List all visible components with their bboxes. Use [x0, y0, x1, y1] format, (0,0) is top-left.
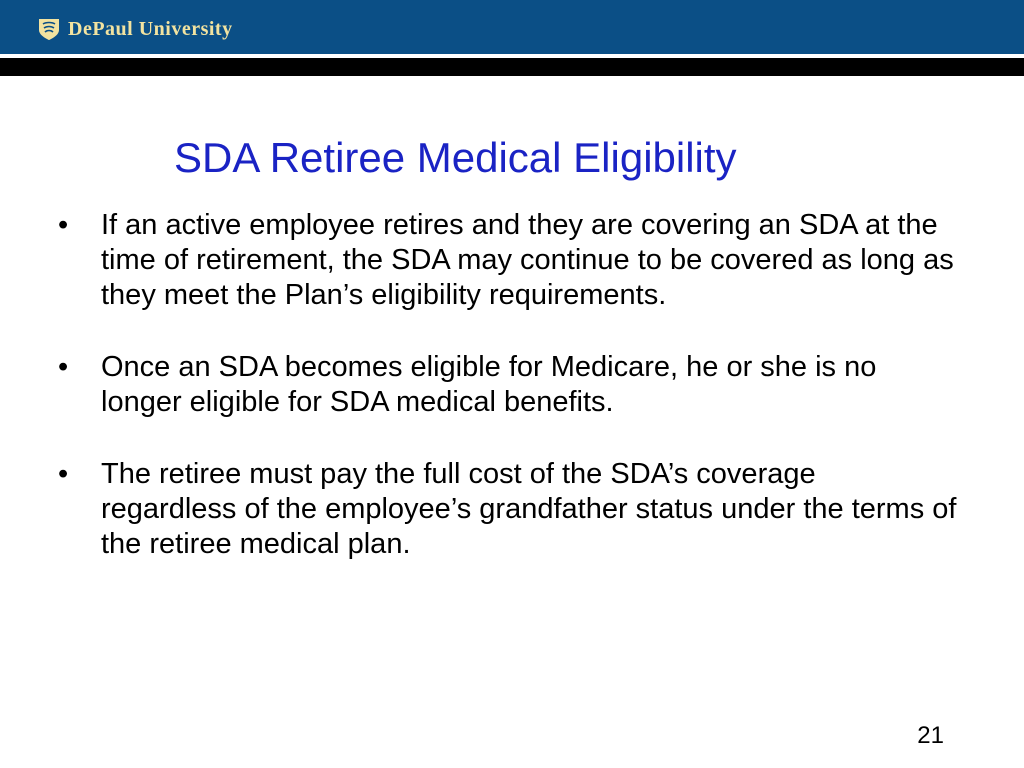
page-number: 21 — [917, 722, 944, 749]
depaul-logo — [36, 14, 233, 44]
bullet-item: • The retiree must pay the full cost of the SDA’s coverage regardless of the employee’s grandfather status under the terms of the retiree medical plan. — [58, 457, 958, 562]
bullet-item: • Once an SDA becomes eligible for Medicare, he or she is no longer eligible for SDA medical benefits. — [58, 350, 958, 420]
header-bar — [0, 0, 1024, 54]
slide-title: SDA Retiree Medical Eligibility — [174, 134, 737, 181]
logo-wordmark: DePaul University — [68, 17, 233, 40]
bullet-item: • If an active employee retires and they are covering an SDA at the time of retirement, the SDA may continue to be covered as long as they meet the Plan’s eligibility requirements. — [58, 208, 958, 313]
black-band — [0, 58, 1024, 76]
header-divider — [0, 54, 1024, 56]
bullet-list — [58, 208, 958, 599]
university-seal-icon — [36, 16, 62, 42]
